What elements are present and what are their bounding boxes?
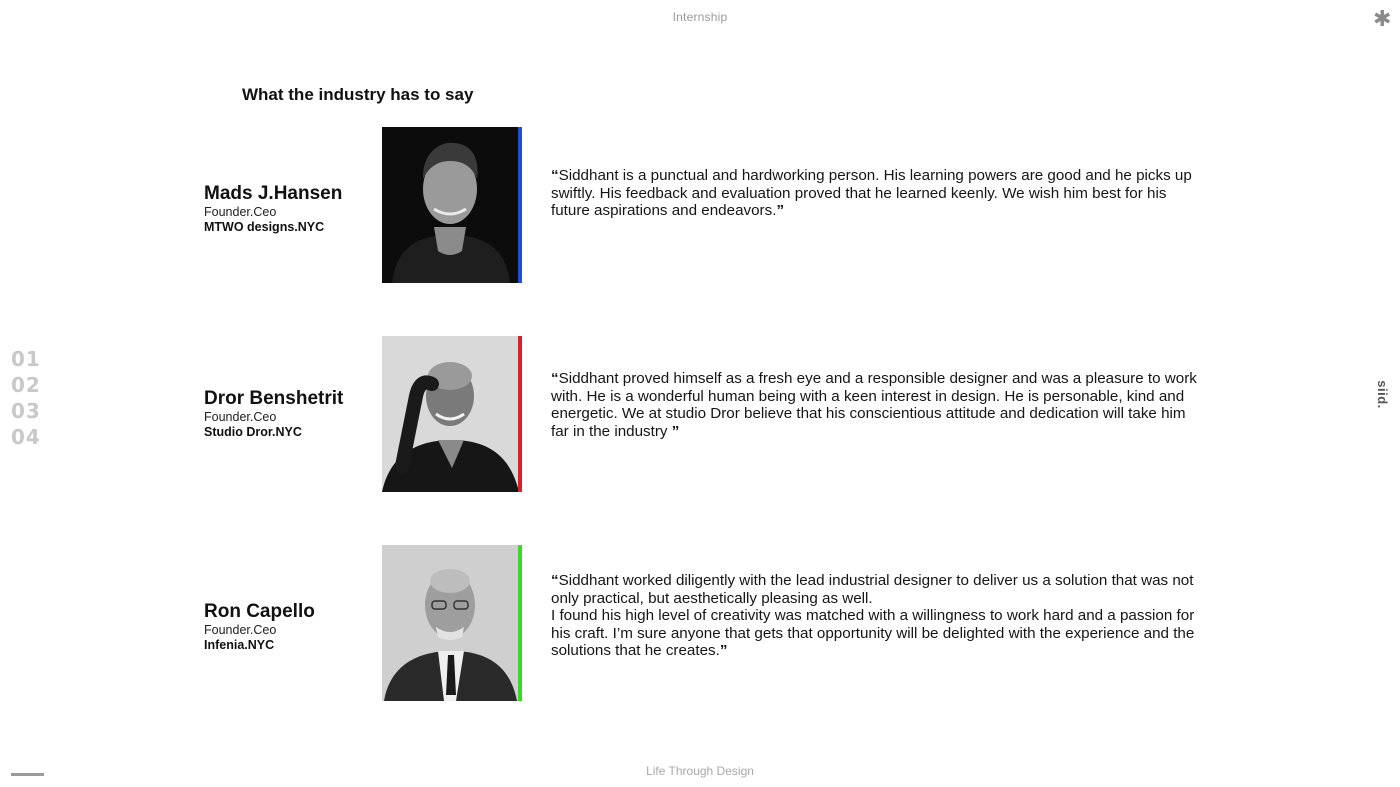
person-company: Infenia.NYC (204, 638, 275, 652)
quote-text: Siddhant proved himself as a fresh eye and a responsible designer and was a pleasure to work with. He is a wonderful human being with a keen interest in design. He is personable, kind and energetic. We at studio Dror believe that his conscientious attitude and dedication will take him far in the industry (551, 370, 1197, 440)
person-info (204, 601, 315, 652)
quote-close-mark: ” (719, 642, 728, 659)
quote-close-mark: ” (671, 422, 680, 440)
section-title: What the industry has to say (242, 85, 474, 104)
testimonial-quote (551, 167, 1201, 220)
quote-text: I found his high level of creativity was matched with a willingness to work hard and a passion for his craft. I’m sure anyone that gets that opportunity will be delighted with the experience and the solutions that he creates. (551, 607, 1195, 659)
testimonial-quote (551, 572, 1201, 660)
person-name: Mads J.Hansen (204, 183, 343, 204)
quote-open-mark: “ (551, 370, 559, 387)
quote-open-mark: “ (551, 572, 559, 589)
testimonial-card-1 (0, 127, 1400, 283)
person-info (204, 388, 343, 439)
person-info (204, 183, 342, 234)
person-company: MTWO designs.NYC (204, 220, 325, 234)
side-nav-item-01[interactable]: 01 (11, 347, 41, 371)
accent-bar (518, 336, 522, 492)
person-photo (382, 545, 519, 701)
side-nav-item-04[interactable]: 04 (11, 425, 41, 449)
side-nav-item-03[interactable]: 03 (11, 399, 41, 423)
testimonial-card-3 (0, 545, 1400, 701)
footer-tagline: Life Through Design (646, 764, 754, 778)
quote-open-mark: “ (551, 167, 559, 184)
person-name: Dror Benshetrit (204, 388, 344, 409)
asterisk-icon[interactable]: ✱ (1373, 6, 1392, 31)
person-photo (382, 127, 519, 283)
quote-text: Siddhant worked diligently with the lead industrial designer to deliver us a solution that was not only practical, but aesthetically pleasing as well. (551, 572, 1194, 607)
person-name: Ron Capello (204, 601, 315, 622)
person-photo (382, 336, 519, 492)
person-role: Founder.Ceo (204, 410, 277, 424)
person-role: Founder.Ceo (204, 205, 277, 219)
testimonial-card-2 (0, 336, 1400, 492)
header-title: Internship (672, 10, 728, 24)
accent-bar (518, 545, 522, 701)
person-role: Founder.Ceo (204, 623, 277, 637)
side-logo-text: siid. (1374, 379, 1390, 409)
testimonial-quote (551, 370, 1201, 440)
quote-text: Siddhant is a punctual and hardworking person. His learning powers are good and he picks up swiftly. His feedback and evaluation proved that he learned keenly. We wish him best for his future aspirations and endeavors. (551, 167, 1192, 219)
quote-close-mark: ” (776, 202, 785, 219)
progress-rule (11, 773, 44, 776)
accent-bar (518, 127, 522, 283)
person-company: Studio Dror.NYC (204, 425, 302, 439)
side-nav-item-02[interactable]: 02 (11, 373, 41, 397)
